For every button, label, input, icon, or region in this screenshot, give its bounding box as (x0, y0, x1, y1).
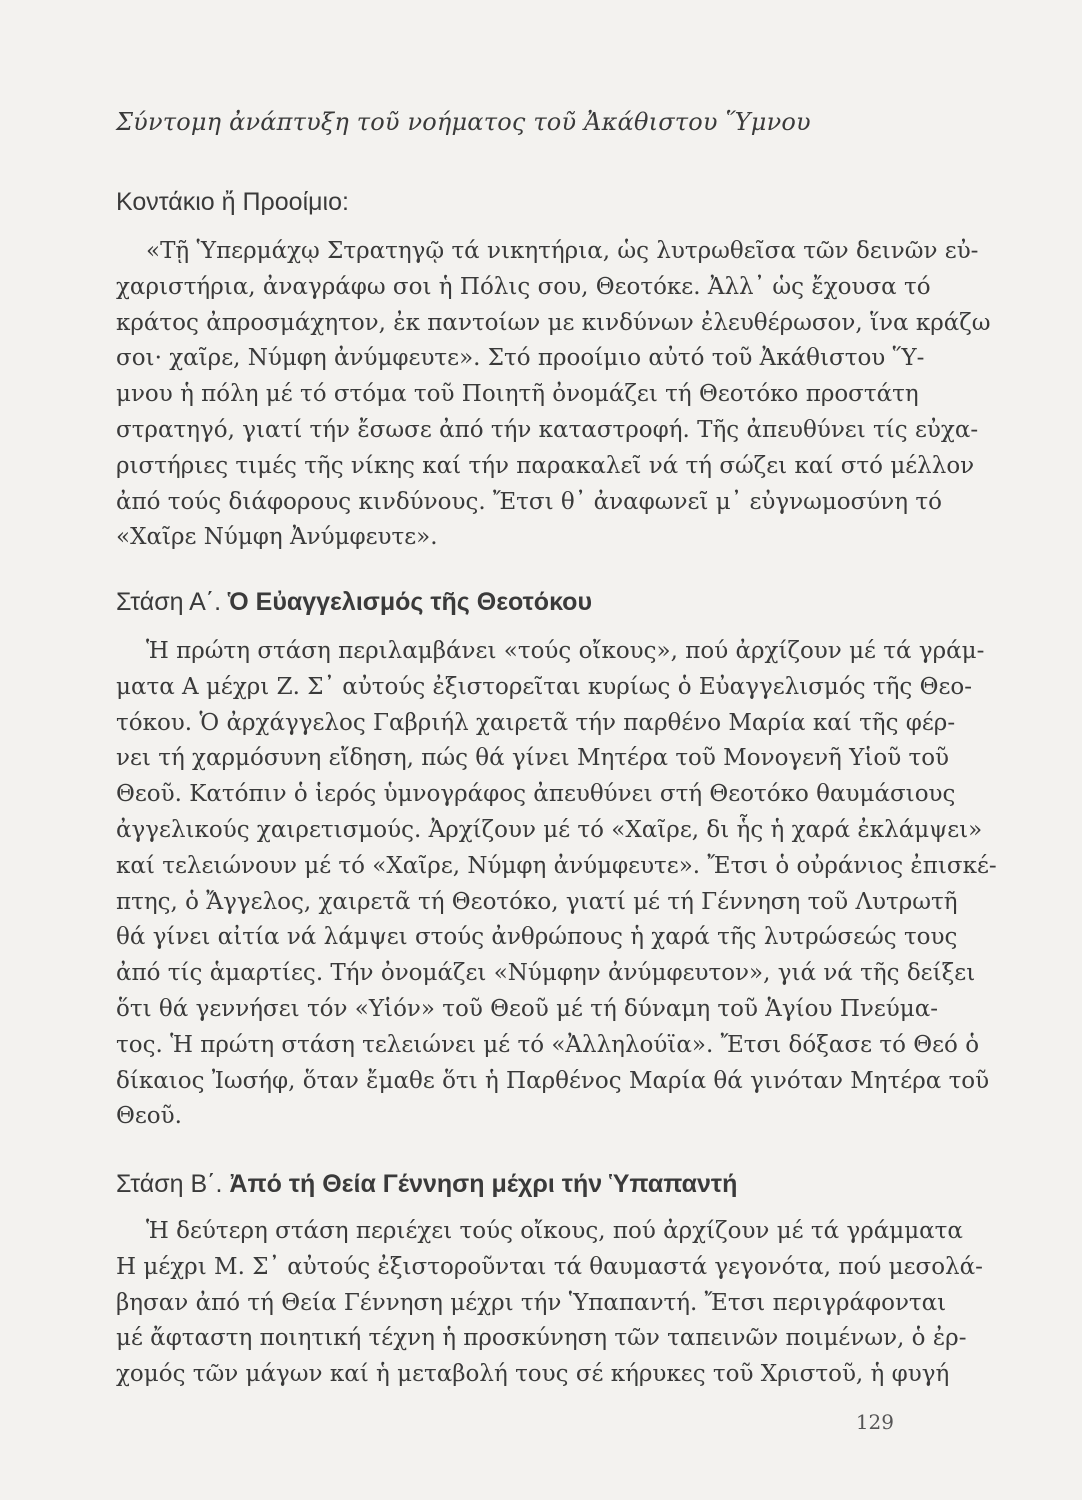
text-line: πτης, ὁ Ἄγγελος, χαιρετᾶ τή Θεοτόκο, γιατί μέ τή Γέννηση τοῦ Λυτρωτῆ (116, 888, 958, 915)
section-heading (116, 588, 906, 617)
text-line: ματα Α μέχρι Ζ. Σ᾽ αὐτούς ἐξιστορεῖται κυρίως ὁ Εὐαγγελισμός τῆς Θεο- (116, 673, 972, 700)
section-stasis-a-body (116, 634, 997, 1135)
section-stasis-b (116, 1170, 906, 1199)
text-line: ἀπό τίς ἁμαρτίες. Τήν ὀνομάζει «Νύμφην ἀνύμφευτον», γιά νά τῆς δείξει (116, 960, 976, 987)
heading-prefix: Στάση Β΄. (116, 1170, 230, 1198)
text-line: τόκου. Ὁ ἀρχάγγελος Γαβριήλ χαιρετᾶ τήν παρθένο Μαρία καί τῆς φέρ- (116, 709, 956, 736)
text-line: Ἡ πρώτη στάση περιλαμβάνει «τούς οἴκους», πού ἀρχίζουν μέ τά γράμ- (146, 638, 985, 664)
text-line: «Τῇ Ὑπερμάχῳ Στρατηγῷ τά νικητήρια, ὡς λυτρωθεῖσα τῶν δεινῶν εὐ- (146, 238, 979, 264)
running-title: Σύντομη ἀνάπτυξη τοῦ νοήματος τοῦ Ἀκάθιστου Ὕμνου (116, 108, 811, 136)
text-line: Θεοῦ. (116, 1103, 182, 1130)
text-line: στρατηγό, γιατί τήν ἔσωσε ἀπό τήν καταστροφή. Τῆς ἀπευθύνει τίς εὐχα- (116, 416, 979, 443)
text-line: μέ ἄφταστη ποιητική τέχνη ἡ προσκύνηση τῶν ταπεινῶν ποιμένων, ὁ ἐρ- (116, 1325, 967, 1352)
page-number: 129 (855, 1410, 894, 1434)
paragraph (116, 234, 991, 556)
section-stasis-b-body (116, 1214, 983, 1393)
section-stasis-a (116, 588, 906, 617)
text-line: δίκαιος Ἰωσήφ, ὅταν ἔμαθε ὅτι ἡ Παρθένος Μαρία θά γινόταν Μητέρα τοῦ (116, 1067, 990, 1094)
text-line: Η μέχρι Μ. Σ᾽ αὐτούς ἐξιστοροῦνται τά θαυμαστά γεγονότα, πού μεσολά- (116, 1253, 983, 1280)
text-line: Ἡ δεύτερη στάση περιέχει τούς οἴκους, πού ἀρχίζουν μέ τά γράμματα (146, 1218, 963, 1244)
section-kontakion-body (116, 234, 991, 556)
text-line: βησαν ἀπό τή Θεία Γέννηση μέχρι τήν Ὑπαπαντή. Ἔτσι περιγράφονται (116, 1289, 947, 1316)
text-line: τος. Ἡ πρώτη στάση τελειώνει μέ τό «Ἀλληλούϊα». Ἔτσι δόξασε τό Θεό ὁ (116, 1031, 980, 1058)
section-kontakion (116, 188, 906, 217)
heading-main: Ἀπό τή Θεία Γέννηση μέχρι τήν Ὑπαπαντή (229, 1170, 738, 1198)
text-line: θά γίνει αἰτία νά λάμψει στούς ἀνθρώπους ἡ χαρά τῆς λυτρώσεώς τους (116, 924, 958, 951)
text-line: ὅτι θά γεννήσει τόν «Υἱόν» τοῦ Θεοῦ μέ τή δύναμη τοῦ Ἁγίου Πνεύμα- (116, 995, 939, 1022)
text-line: μνου ἡ πόλη μέ τό στόμα τοῦ Ποιητῆ ὀνομάζει τή Θεοτόκο προστάτη (116, 381, 919, 408)
section-heading (116, 1170, 906, 1199)
heading-prefix: Στάση Α΄. (116, 588, 229, 616)
text-line: ἀπό τούς διάφορους κινδύνους. Ἔτσι θ᾽ ἀναφωνεῖ μ᾽ εὐγνωμοσύνη τό (116, 488, 942, 515)
text-line: νει τή χαρμόσυνη εἴδηση, πώς θά γίνει Μητέρα τοῦ Μονογενῆ Υἱοῦ τοῦ (116, 745, 950, 772)
text-line: Θεοῦ. Κατόπιν ὁ ἱερός ὑμνογράφος ἀπευθύνει στή Θεοτόκο θαυμάσιους (116, 781, 956, 808)
section-heading: Κοντάκιο ἤ Προοίμιο: (116, 188, 349, 216)
text-line: χαριστήρια, ἀναγράφω σοι ἡ Πόλις σου, Θεοτόκε. Ἀλλ᾽ ὡς ἔχουσα τό (116, 273, 931, 300)
text-line: χομός τῶν μάγων καί ἡ μεταβολή τους σέ κήρυκες τοῦ Χριστοῦ, ἡ φυγή (116, 1361, 950, 1388)
heading-main: Ὁ Εὐαγγελισμός τῆς Θεοτόκου (228, 588, 592, 616)
text-line: ἀγγελικούς χαιρετισμούς. Ἀρχίζουν μέ τό «Χαῖρε, δι ἧς ἡ χαρά ἐκλάμψει» (116, 816, 983, 843)
text-line: κράτος ἀπροσμάχητον, ἐκ παντοίων με κινδύνων ἐλευθέρωσον, ἵνα κράζω (116, 309, 991, 336)
paragraph (116, 634, 997, 1135)
text-line: σοι· χαῖρε, Νύμφη ἀνύμφευτε». Στό προοίμιο αὐτό τοῦ Ἀκάθιστου Ὕ- (116, 345, 925, 372)
text-line: καί τελειώνουν μέ τό «Χαῖρε, Νύμφη ἀνύμφευτε». Ἔτσι ὁ οὐράνιος ἐπισκέ- (116, 852, 997, 879)
text-line: ριστήριες τιμές τῆς νίκης καί τήν παρακαλεῖ νά τή σώζει καί στό μέλλον (116, 452, 975, 479)
paragraph (116, 1214, 983, 1393)
text-line: «Χαῖρε Νύμφη Ἀνύμφευτε». (116, 524, 438, 551)
